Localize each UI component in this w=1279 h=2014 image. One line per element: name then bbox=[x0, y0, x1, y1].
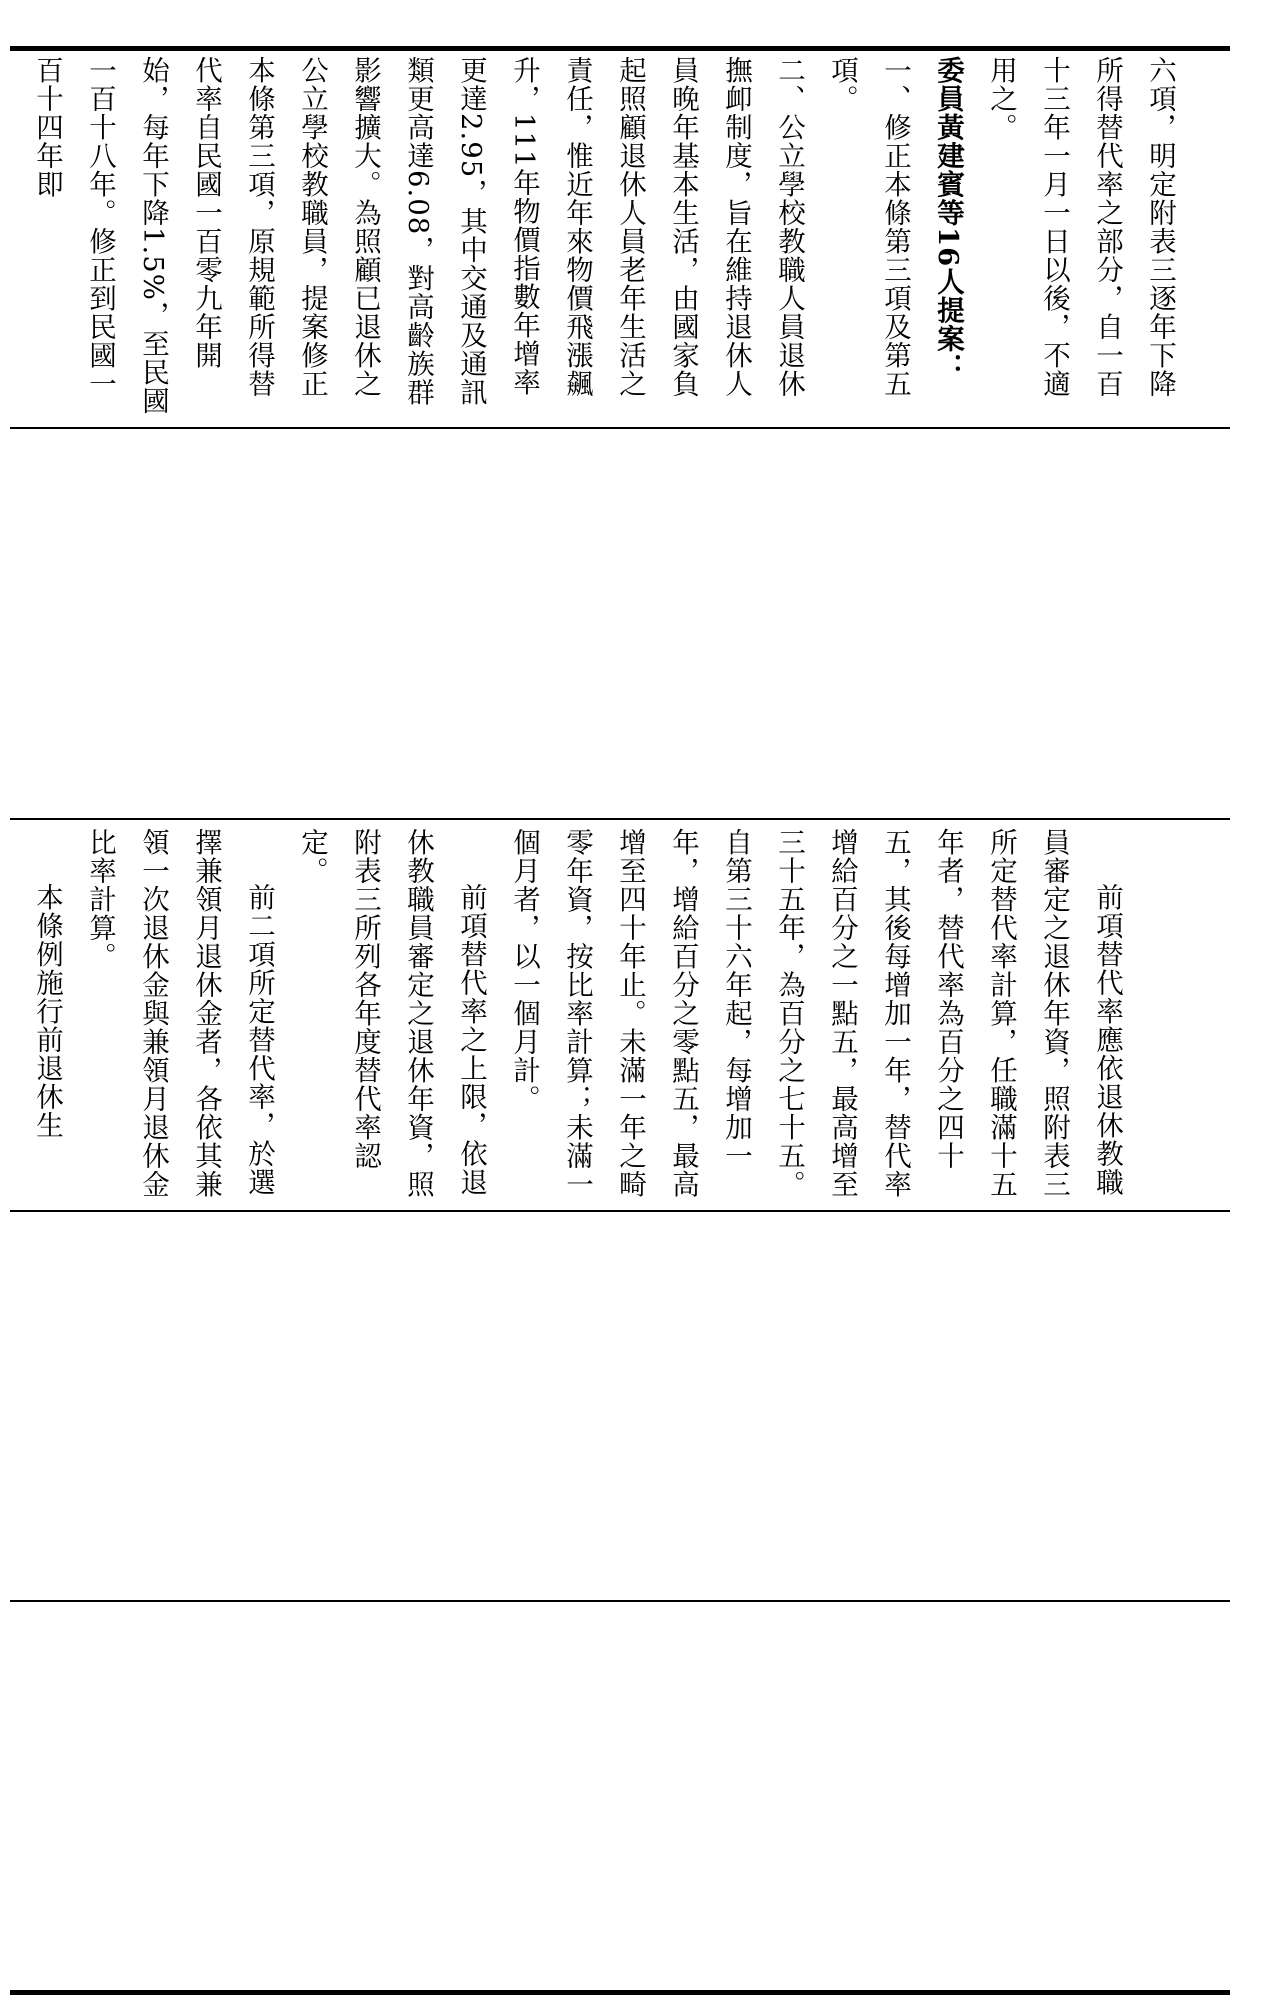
paragraph: 六項，明定附表三逐年下降所得替代率之部分，自一百十三年一月一日以後，不適用之。 bbox=[985, 56, 1176, 398]
paragraph: 前項替代率應依退休教職員審定之退休年資，照附表三所定替代率計算，任職滿十五年者，替代率為百分之四十五，其後每增加一年，替代率增給百分之一點五，最高增至三十五年，為百分之七十五。自第三十六年起，每增加一年，增給百分之零點五，最高增至四十年止。未滿一年之畸零年資，按比率計算；未滿一個月者，以一個月計。 bbox=[508, 828, 1123, 1199]
paragraph: 一、修正本條第三項及第五項。 bbox=[826, 56, 911, 398]
column-text-top bbox=[20, 56, 1186, 418]
text-panel-middle bbox=[20, 828, 1220, 1200]
paragraph: 本條例施行前退休生 bbox=[31, 883, 63, 1140]
bottom-rule bbox=[10, 1990, 1230, 1995]
text-panel-top bbox=[20, 56, 1220, 418]
section-divider-4 bbox=[10, 1600, 1230, 1602]
column-text-middle bbox=[20, 828, 1133, 1200]
top-rule bbox=[10, 46, 1230, 51]
section-divider-2 bbox=[10, 818, 1230, 820]
proposal-heading: 委員黃建賓等16人提案： bbox=[932, 56, 964, 382]
section-divider-3 bbox=[10, 1210, 1230, 1212]
section-divider-1 bbox=[10, 427, 1230, 429]
paragraph: 前二項所定替代率，於選擇兼領月退休金者，各依其兼領一次退休金與兼領月退休金比率計算。 bbox=[84, 828, 275, 1199]
paragraph: 前項替代率之上限，依退休教職員審定之退休年資，照附表三所列各年度替代率認定。 bbox=[296, 828, 487, 1199]
paragraph: 二、公立學校教職人員退休撫卹制度，旨在維持退休人員晚年基本生活，由國家負起照顧退休人員老年生活之責任，惟近年來物價飛漲飆升，111年物價指數年增率更達2.95，其中交通及通訊類更高達6.08，對高齡族群影響擴大。為照顧已退休之公立學校教職員，提案修正本條第三項，原規範所得替代率自民國一百零九年開始，每年下降1.5%，至民國一百十八年。修正到民國一百十四年即 bbox=[31, 56, 805, 415]
